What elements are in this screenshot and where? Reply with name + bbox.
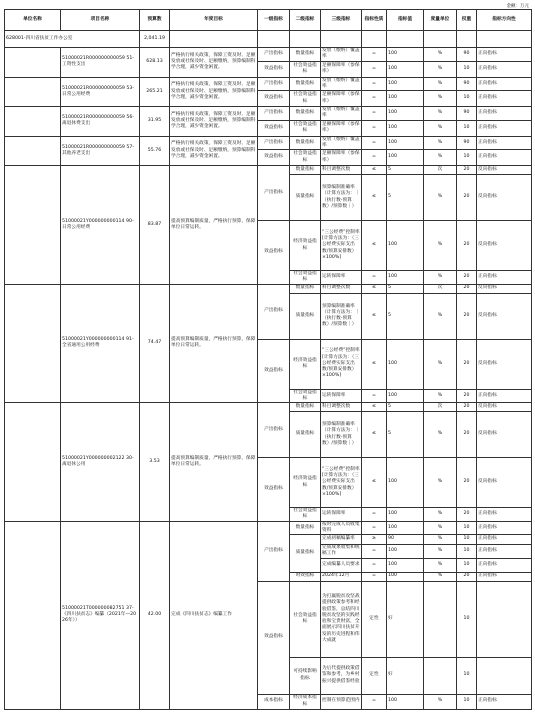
- level3-indicator: 发放（缴纳）覆盖率: [322, 77, 360, 89]
- indicator-value: 5: [387, 175, 424, 221]
- indicator-nature: =: [362, 150, 387, 166]
- indicator-value: 5: [387, 284, 424, 293]
- indicator-nature: ≤: [362, 166, 387, 175]
- indicator-nature: ≤: [362, 458, 387, 508]
- weight: 20: [457, 458, 477, 508]
- table-body: [5, 31, 532, 710]
- indicator-nature: ≤: [362, 221, 387, 271]
- table-row: [5, 48, 532, 62]
- indicator-value: 100: [387, 694, 424, 709]
- empty-cell: [5, 521, 61, 709]
- indicator-value: 100: [387, 458, 424, 508]
- level1-indicator: 效益指标: [258, 221, 290, 285]
- project-name: 51000021T000000082751 37-《四川扶贫志》编纂（2021年—2026年））: [61, 521, 140, 709]
- measure-unit: %: [424, 558, 457, 572]
- level3-indicator: 预算编制准确率（计算方法为：｜（执行数-预算数）/预算数｜）: [321, 175, 362, 221]
- project-budget: 628.13: [140, 48, 170, 78]
- indicator-value: 5: [387, 412, 424, 458]
- measure-unit: %: [424, 107, 457, 121]
- weight: 10: [457, 558, 477, 572]
- measure-unit: %: [424, 271, 457, 285]
- weight: 10: [457, 120, 477, 136]
- direction: 正向指标: [477, 389, 532, 403]
- level2-indicator: 社会效益指标: [290, 61, 321, 77]
- direction: 反向指标: [477, 458, 532, 508]
- level2-indicator: 社会效益指标: [290, 120, 321, 136]
- indicator-nature: =: [362, 521, 387, 535]
- measure-unit: %: [424, 61, 457, 77]
- level1-indicator: 效益指标: [258, 120, 290, 136]
- weight: 90: [457, 48, 477, 62]
- indicator-value: 100: [387, 48, 424, 62]
- direction: 反向指标: [477, 403, 532, 412]
- level3-indicator: 发放（缴纳）覆盖率: [322, 48, 360, 60]
- direction: 反向指标: [477, 412, 532, 458]
- table-row: [5, 107, 532, 121]
- empty-cell: [5, 166, 61, 285]
- header-row: [5, 10, 532, 31]
- direction: 正向指标: [477, 91, 532, 107]
- level3-indicator: 发放（缴纳）覆盖率: [322, 107, 360, 119]
- weight: 20: [457, 508, 477, 522]
- level2-indicator: 数量指标: [290, 107, 321, 121]
- header-cell: 项目名称: [61, 10, 140, 31]
- project-budget: 74.47: [140, 284, 170, 403]
- project-name: 51000021R000000000059 51-工资性支出: [61, 48, 140, 78]
- header-cell: 三级指标: [321, 10, 362, 31]
- empty-cell: [5, 77, 61, 107]
- table-row: [5, 136, 532, 150]
- weight: 20: [457, 221, 477, 271]
- indicator-value: 100: [387, 136, 424, 150]
- level2-indicator: 质量指标: [290, 293, 321, 339]
- project-name: 51000021R000000000059 53-日常公用经费: [61, 77, 140, 107]
- level2-indicator: 数量指标: [290, 166, 321, 175]
- project-name: 51000021Y000000002122 30-离退休公用: [61, 403, 140, 522]
- project-name: 51000021R000000000059 57-其他养老支出: [61, 136, 140, 166]
- project-budget: 3.53: [140, 403, 170, 522]
- project-budget: 265.21: [140, 77, 170, 107]
- level2-indicator: 数量指标: [290, 48, 321, 62]
- indicator-nature: 定性: [362, 581, 387, 657]
- project-name: 51000021Y000000000114 91-全省通用公用经费: [61, 284, 140, 403]
- project-budget: 83.87: [140, 166, 170, 285]
- measure-unit: [424, 581, 457, 657]
- level3-indicator: 为后代提供政策借鉴和参考，为乡村振兴提供借鉴经验: [321, 657, 362, 694]
- direction: 正向指标: [477, 107, 532, 121]
- empty-cell: [424, 31, 457, 48]
- agency-row: [5, 31, 532, 48]
- indicator-value: 90: [387, 535, 424, 545]
- level2-indicator: 数量指标: [290, 77, 321, 91]
- measure-unit: %: [424, 521, 457, 535]
- project-goal: 严格执行相关政策，保障工资及时、足额发放或社保及时、足额缴纳，预算编制科学合理，减少资金闲置。: [170, 48, 258, 78]
- direction: 反向指标: [477, 293, 532, 339]
- measure-unit: 次: [424, 166, 457, 175]
- weight: 20: [457, 284, 477, 293]
- level1-indicator: 效益指标: [258, 91, 290, 107]
- measure-unit: %: [424, 77, 457, 91]
- measure-unit: %: [424, 694, 457, 709]
- project-budget: 42.00: [140, 521, 170, 709]
- weight: 10: [457, 657, 477, 694]
- indicator-nature: 定性: [362, 657, 387, 694]
- measure-unit: %: [424, 91, 457, 107]
- measure-unit: %: [424, 508, 457, 522]
- agency-total: 2,041.19: [140, 31, 170, 48]
- project-name: 51000021R000000000059 56-离退休费支出: [61, 107, 140, 137]
- level3-indicator: 足额保障率（参保率）: [321, 150, 362, 166]
- empty-cell: [170, 31, 258, 48]
- indicator-value: 100: [387, 521, 424, 535]
- level3-indicator: 按时完成人员收集资料: [322, 521, 360, 533]
- measure-unit: %: [424, 221, 457, 271]
- level1-indicator: 产出指标: [258, 521, 290, 581]
- level3-indicator: 预算编制准确率（计算方法为：｜（执行数-预算数）/预算数｜）: [321, 412, 362, 458]
- measure-unit: %: [424, 120, 457, 136]
- empty-cell: [321, 31, 362, 48]
- measure-unit: 次: [424, 284, 457, 293]
- direction: 正向指标: [477, 120, 532, 136]
- empty-cell: [5, 136, 61, 166]
- direction: 正向指标: [477, 136, 532, 150]
- measure-unit: %: [424, 535, 457, 545]
- project-goal: 完成《四川扶贫志》编纂工作: [170, 521, 258, 709]
- indicator-nature: =: [362, 389, 387, 403]
- measure-unit: %: [424, 150, 457, 166]
- indicator-value: 100: [387, 107, 424, 121]
- project-goal: 提高预算编制质量，严格执行预算，保障单位日常运转。: [170, 403, 258, 522]
- indicator-value: 100: [387, 572, 424, 581]
- level1-indicator: 产出指标: [258, 284, 290, 339]
- indicator-value: 100: [387, 545, 424, 559]
- level2-indicator: 质量指标: [290, 175, 321, 221]
- weight: 20: [457, 403, 477, 412]
- weight: 10: [457, 581, 477, 657]
- level2-indicator: 社会效益指标: [290, 91, 321, 107]
- level3-indicator: 发放（缴纳）覆盖率: [322, 136, 360, 148]
- empty-cell: [387, 31, 424, 48]
- weight: 20: [457, 339, 477, 389]
- weight: 20: [457, 166, 477, 175]
- measure-unit: 次: [424, 403, 457, 412]
- direction: 正向指标: [477, 508, 532, 522]
- indicator-value: 5: [387, 293, 424, 339]
- level3-indicator: 科目调整次数: [321, 284, 362, 293]
- level3-indicator: 控制在预算范围内: [321, 694, 362, 709]
- level1-indicator: 效益指标: [258, 150, 290, 166]
- direction: 正向指标: [477, 61, 532, 77]
- level1-indicator: 产出指标: [258, 403, 290, 458]
- header-cell: 指标值: [387, 10, 424, 31]
- weight: 10: [457, 535, 477, 545]
- indicator-value: 100: [387, 150, 424, 166]
- measure-unit: %: [424, 136, 457, 150]
- weight: 10: [457, 694, 477, 709]
- level3-indicator: 科目调整次数: [321, 403, 362, 412]
- weight: 10: [457, 521, 477, 535]
- empty-cell: [477, 31, 532, 48]
- level3-indicator: 运转保障率: [321, 508, 362, 522]
- table-row: [5, 403, 532, 412]
- direction: 反向指标: [477, 175, 532, 221]
- header-cell: 单位名称: [5, 10, 61, 31]
- header-cell: 指标方向性: [477, 10, 532, 31]
- project-budget: 31.95: [140, 107, 170, 137]
- measure-unit: %: [424, 412, 457, 458]
- indicator-nature: =: [362, 694, 387, 709]
- measure-unit: %: [424, 389, 457, 403]
- indicator-value: 100: [387, 339, 424, 389]
- table-row: [5, 521, 532, 535]
- direction: 反向指标: [477, 339, 532, 389]
- project-goal: 严格执行相关政策，保障工资及时、足额发放或社保及时、足额缴纳，预算编制科学合理，减少资金闲置。: [170, 107, 258, 137]
- level1-indicator: 产出指标: [258, 136, 290, 150]
- direction: 正向指标: [477, 572, 532, 581]
- level2-indicator: 经济效益指标: [290, 221, 321, 271]
- level1-indicator: 产出指标: [258, 166, 290, 221]
- level3-indicator: 足额保障率（参保率）: [321, 61, 362, 77]
- indicator-value: 100: [387, 221, 424, 271]
- measure-unit: %: [424, 293, 457, 339]
- indicator-nature: ≤: [362, 175, 387, 221]
- direction: 正向指标: [477, 77, 532, 91]
- header-cell: 预算数: [140, 10, 170, 31]
- empty-cell: [457, 31, 477, 48]
- level1-indicator: 产出指标: [258, 107, 290, 121]
- empty-cell: [5, 107, 61, 137]
- header-cell: 二级指标: [290, 10, 321, 31]
- level3-indicator: 完成初稿编纂率: [321, 535, 362, 545]
- measure-unit: %: [424, 458, 457, 508]
- direction: 正向指标: [477, 558, 532, 572]
- weight: 90: [457, 77, 477, 91]
- empty-cell: [5, 48, 61, 78]
- level2-indicator: 经济效益指标: [290, 339, 321, 389]
- level2-indicator: 经济成本指标: [290, 694, 321, 709]
- direction: 反向指标: [477, 166, 532, 175]
- table-row: [5, 166, 532, 175]
- level1-indicator: 效益指标: [258, 581, 290, 694]
- level1-indicator: 成本指标: [258, 694, 290, 709]
- level2-indicator: 社会效益指标: [290, 150, 321, 166]
- indicator-nature: =: [362, 271, 387, 285]
- level3-indicator: “三公经费”控制率[计算方法为：（三公经费实际支出数/预算安排数）×100%]: [321, 339, 362, 389]
- weight: 10: [457, 61, 477, 77]
- level3-indicator: “三公经费”控制率[计算方法为：（三公经费实际支出数/预算安排数）×100%]: [321, 221, 362, 271]
- indicator-nature: =: [362, 136, 387, 150]
- weight: 10: [457, 91, 477, 107]
- level3-indicator: 运转保障率: [321, 389, 362, 403]
- level2-indicator: 社会效益指标: [290, 271, 321, 285]
- indicator-nature: ≤: [362, 339, 387, 389]
- measure-unit: [424, 657, 457, 694]
- indicator-nature: =: [362, 77, 387, 91]
- direction: 正向指标: [477, 150, 532, 166]
- level2-indicator: 数量指标: [290, 403, 321, 412]
- direction: 反向指标: [477, 221, 532, 271]
- level2-indicator: 数量指标: [290, 136, 321, 150]
- level3-indicator: “三公经费”控制率[计算方法为：（三公经费实际支出数/预算安排数）×100%]: [321, 458, 362, 508]
- indicator-value: 100: [387, 558, 424, 572]
- amount-unit-label: 金额：万元: [506, 4, 529, 9]
- level2-indicator: 数量指标: [290, 284, 321, 293]
- header-cell: 度量单位: [424, 10, 457, 31]
- indicator-value: 100: [387, 91, 424, 107]
- direction: 正向指标: [477, 694, 532, 709]
- indicator-value: 100: [387, 77, 424, 91]
- header-cell: 一级指标: [258, 10, 290, 31]
- indicator-nature: =: [362, 91, 387, 107]
- level3-indicator: 为打赢脱贫攻坚战提供政策参考和经验借鉴，总结四川脱贫攻坚的实践经验和宝贵财富，全面展示四川扶贫开发的历史进程和伟大成就: [321, 581, 362, 657]
- indicator-nature: =: [362, 120, 387, 136]
- indicator-nature: =: [362, 508, 387, 522]
- weight: 10: [457, 545, 477, 559]
- level3-indicator: 完成编纂人员要求: [321, 558, 362, 572]
- indicator-value: 好: [387, 581, 424, 657]
- project-budget: 55.76: [140, 136, 170, 166]
- weight: 20: [457, 175, 477, 221]
- indicator-value: 100: [387, 120, 424, 136]
- header-cell: 指标性质: [362, 10, 387, 31]
- level3-indicator: 运转保障率: [321, 271, 362, 285]
- level2-indicator: 社会效益指标: [290, 389, 321, 403]
- weight: 20: [457, 572, 477, 581]
- indicator-value: 5: [387, 403, 424, 412]
- empty-cell: [362, 31, 387, 48]
- level3-indicator: 完成成果收集和统稿工作: [322, 545, 360, 557]
- indicator-value: 5: [387, 166, 424, 175]
- direction: 反向指标: [477, 284, 532, 293]
- measure-unit: %: [424, 339, 457, 389]
- level2-indicator: 社会效益指标: [290, 508, 321, 522]
- weight: 20: [457, 412, 477, 458]
- measure-unit: %: [424, 572, 457, 581]
- measure-unit: %: [424, 48, 457, 62]
- indicator-nature: =: [362, 61, 387, 77]
- level2-indicator: 数量指标: [290, 521, 321, 535]
- indicator-nature: =: [362, 572, 387, 581]
- weight: 90: [457, 136, 477, 150]
- direction: 正向指标: [477, 535, 532, 545]
- indicator-nature: ≤: [362, 293, 387, 339]
- empty-cell: [258, 31, 290, 48]
- header-cell: 权重: [457, 10, 477, 31]
- level2-indicator: 质量指标: [290, 412, 321, 458]
- indicator-value: 100: [387, 389, 424, 403]
- indicator-value: 好: [387, 657, 424, 694]
- level3-indicator: 科目调整次数: [321, 166, 362, 175]
- level3-indicator: 2024年12月: [321, 572, 362, 581]
- level1-indicator: 产出指标: [258, 48, 290, 62]
- indicator-nature: =: [362, 48, 387, 62]
- measure-unit: %: [424, 545, 457, 559]
- indicator-nature: ≤: [362, 403, 387, 412]
- empty-cell: [5, 403, 61, 522]
- measure-unit: %: [424, 175, 457, 221]
- weight: 20: [457, 389, 477, 403]
- level3-indicator: 足额保障率（参保率）: [321, 91, 362, 107]
- direction: 正向指标: [477, 521, 532, 535]
- indicator-nature: ≤: [362, 412, 387, 458]
- level3-indicator: 足额保障率（参保率）: [321, 120, 362, 136]
- level2-indicator: 社会效益指标: [290, 581, 321, 657]
- indicator-value: 100: [387, 61, 424, 77]
- direction: 正向指标: [477, 271, 532, 285]
- indicator-value: 100: [387, 508, 424, 522]
- indicator-nature: ≥: [362, 535, 387, 545]
- weight: 20: [457, 271, 477, 285]
- direction: 正向指标: [477, 545, 532, 559]
- level2-indicator: 时效指标: [290, 572, 321, 581]
- header-cell: 年度目标: [170, 10, 258, 31]
- level1-indicator: 效益指标: [258, 61, 290, 77]
- direction: [477, 581, 532, 657]
- empty-cell: [5, 284, 61, 403]
- indicator-nature: ≤: [362, 284, 387, 293]
- weight: 20: [457, 293, 477, 339]
- level1-indicator: 效益指标: [258, 458, 290, 522]
- project-goal: 提高预算编制质量，严格执行预算，保障单位日常运转。: [170, 284, 258, 403]
- direction: [477, 657, 532, 694]
- indicator-nature: =: [362, 107, 387, 121]
- project-goal: 严格执行相关政策，保障工资及时、足额发放或社保及时、足额缴纳，预算编制科学合理，减少资金闲置。: [170, 136, 258, 166]
- level2-indicator: 经济效益指标: [290, 458, 321, 508]
- weight: 10: [457, 150, 477, 166]
- indicator-value: 100: [387, 271, 424, 285]
- project-goal: 严格执行相关政策，保障工资及时、足额发放或社保及时、足额缴纳，预算编制科学合理，减少资金闲置。: [170, 77, 258, 107]
- indicator-nature: =: [362, 558, 387, 572]
- project-goal: 提高预算编制质量，严格执行预算，保障单位日常运转。: [170, 166, 258, 285]
- performance-goals-table: [4, 9, 532, 710]
- table-row: [5, 284, 532, 293]
- level1-indicator: 产出指标: [258, 77, 290, 91]
- level2-indicator: 质量指标: [290, 535, 321, 573]
- agency-name: 628001-四川省扶贫工作办公室: [5, 31, 140, 48]
- direction: 正向指标: [477, 48, 532, 62]
- project-name: 51000021Y000000000114 90-日常公用经费: [61, 166, 140, 285]
- level2-indicator: 可持续影响指标: [290, 657, 321, 694]
- weight: 90: [457, 107, 477, 121]
- level1-indicator: 效益指标: [258, 339, 290, 403]
- level3-indicator: 预算编制准确率（计算方法为：｜（执行数-预算数）/预算数｜）: [321, 293, 362, 339]
- table-row: [5, 77, 532, 91]
- empty-cell: [290, 31, 321, 48]
- indicator-nature: =: [362, 545, 387, 559]
